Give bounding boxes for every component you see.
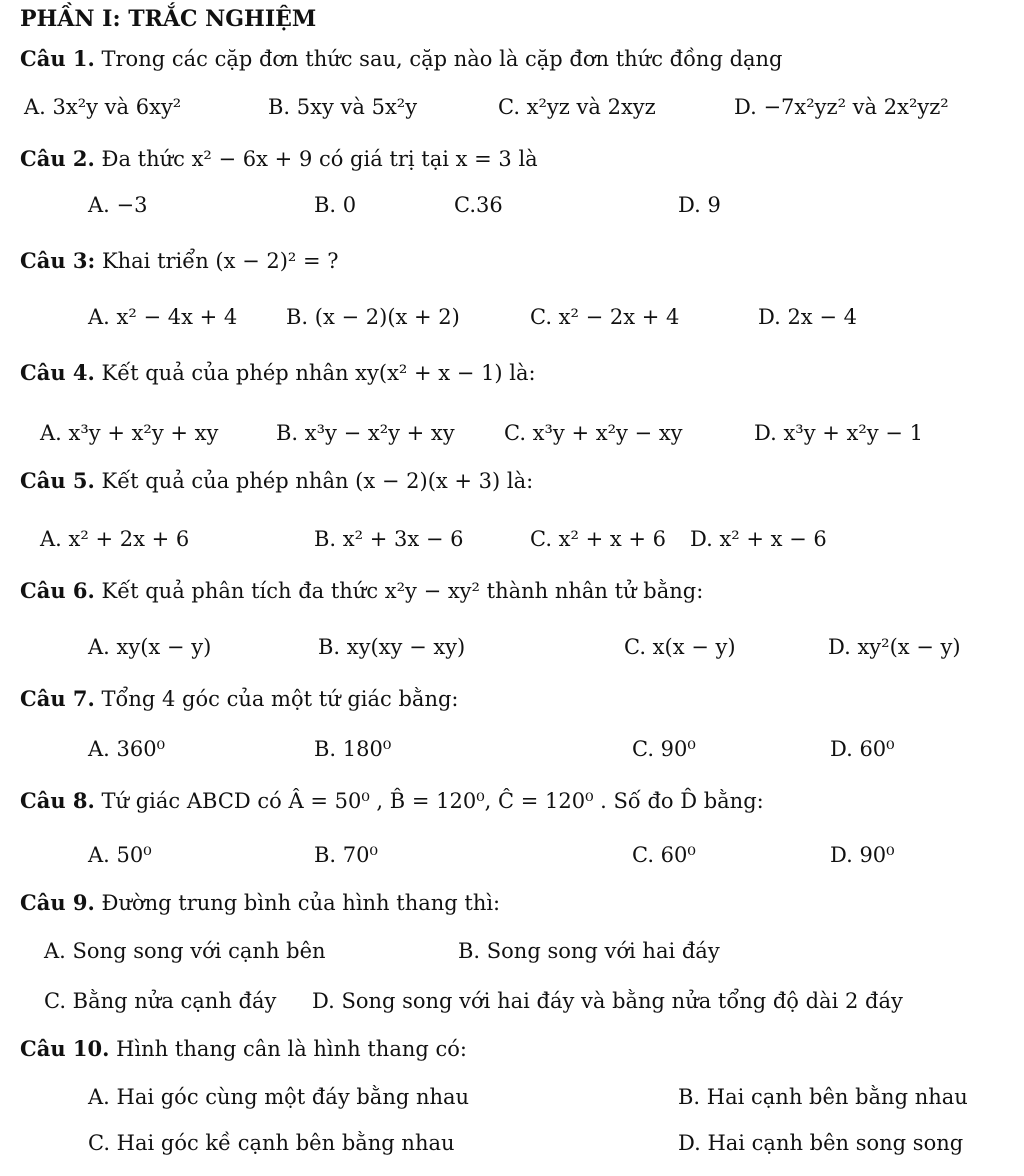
question-text: Kết quả phân tích đa thức x²y − xy² thành nhân tử bằng:: [101, 579, 704, 603]
question-label: Câu 5.: [20, 468, 95, 493]
option-7a: A. 360⁰: [88, 737, 166, 761]
question-9: [20, 888, 500, 918]
question-label: Câu 7.: [20, 686, 95, 711]
question-text: Kết quả của phép nhân (x − 2)(x + 3) là:: [101, 469, 534, 493]
option-5c: C. x² + x + 6: [530, 527, 667, 551]
question-label: Câu 2.: [20, 146, 95, 171]
option-4b: B. x³y − x²y + xy: [276, 421, 455, 445]
option-6d: D. xy²(x − y): [828, 635, 961, 659]
question-text: Đường trung bình của hình thang thì:: [101, 891, 501, 915]
option-7d: D. 60⁰: [830, 737, 895, 761]
option-5d: D. x² + x − 6: [690, 527, 827, 551]
option-6b: B. xy(xy − xy): [318, 635, 466, 659]
option-4a: A. x³y + x²y + xy: [40, 421, 219, 445]
question-label: Câu 6.: [20, 578, 95, 603]
question-label: Câu 1.: [20, 46, 95, 71]
option-10b: B. Hai cạnh bên bằng nhau: [678, 1085, 968, 1109]
question-label: Câu 4.: [20, 360, 95, 385]
option-8a: A. 50⁰: [88, 843, 152, 867]
question-5: [20, 466, 533, 496]
option-8b: B. 70⁰: [314, 843, 378, 867]
question-text: Tổng 4 góc của một tứ giác bằng:: [101, 687, 459, 711]
option-9d: D. Song song với hai đáy và bằng nửa tổng độ dài 2 đáy: [312, 989, 903, 1013]
option-9b: B. Song song với hai đáy: [458, 939, 720, 963]
option-10c: C. Hai góc kề cạnh bên bằng nhau: [88, 1131, 455, 1155]
option-2c: C.36: [454, 193, 503, 217]
option-2b: B. 0: [314, 193, 357, 217]
option-3b: B. (x − 2)(x + 2): [286, 305, 460, 329]
question-8: [20, 786, 764, 816]
option-9c: C. Bằng nửa cạnh đáy: [44, 989, 277, 1013]
option-1d: D. −7x²yz² và 2x²yz²: [734, 95, 949, 119]
question-10: [20, 1034, 467, 1064]
option-6a: A. xy(x − y): [88, 635, 212, 659]
question-label: Câu 3:: [20, 248, 96, 273]
option-5b: B. x² + 3x − 6: [314, 527, 464, 551]
question-3: [20, 246, 339, 276]
option-10a: A. Hai góc cùng một đáy bằng nhau: [88, 1085, 470, 1109]
option-4d: D. x³y + x²y − 1: [754, 421, 923, 445]
question-label: Câu 10.: [20, 1036, 110, 1061]
option-6c: C. x(x − y): [624, 635, 736, 659]
option-1b: B. 5xy và 5x²y: [268, 95, 418, 119]
option-1c: C. x²yz và 2xyz: [498, 95, 656, 119]
option-5a: A. x² + 2x + 6: [40, 527, 190, 551]
question-text: Hình thang cân là hình thang có:: [116, 1037, 467, 1061]
question-text: Kết quả của phép nhân xy(x² + x − 1) là:: [101, 361, 536, 385]
question-text: Tứ giác ABCD có Â = 50⁰ , B̂ = 120⁰, Ĉ = 120⁰ . Số đo D̂ bằng:: [101, 789, 764, 813]
question-label: Câu 9.: [20, 890, 95, 915]
option-8c: C. 60⁰: [632, 843, 696, 867]
option-3a: A. x² − 4x + 4: [88, 305, 238, 329]
option-3d: D. 2x − 4: [758, 305, 857, 329]
question-label: Câu 8.: [20, 788, 95, 813]
option-8d: D. 90⁰: [830, 843, 895, 867]
option-7b: B. 180⁰: [314, 737, 392, 761]
option-2d: D. 9: [678, 193, 721, 217]
question-text: Khai triển (x − 2)² = ?: [101, 249, 339, 273]
question-text: Đa thức x² − 6x + 9 có giá trị tại x = 3 là: [101, 147, 538, 171]
question-7: [20, 684, 459, 714]
question-6: [20, 576, 703, 606]
question-2: [20, 144, 538, 174]
question-text: Trong các cặp đơn thức sau, cặp nào là cặp đơn thức đồng dạng: [101, 47, 783, 71]
option-2a: A. −3: [88, 193, 148, 217]
option-10d: D. Hai cạnh bên song song: [678, 1131, 964, 1155]
option-1a: A. 3x²y và 6xy²: [24, 95, 182, 119]
option-9a: A. Song song với cạnh bên: [44, 939, 326, 963]
option-7c: C. 90⁰: [632, 737, 696, 761]
section-title: PHẦN I: TRẮC NGHIỆM: [20, 6, 317, 32]
question-4: [20, 358, 536, 388]
option-3c: C. x² − 2x + 4: [530, 305, 680, 329]
question-1: [20, 44, 783, 74]
option-4c: C. x³y + x²y − xy: [504, 421, 683, 445]
